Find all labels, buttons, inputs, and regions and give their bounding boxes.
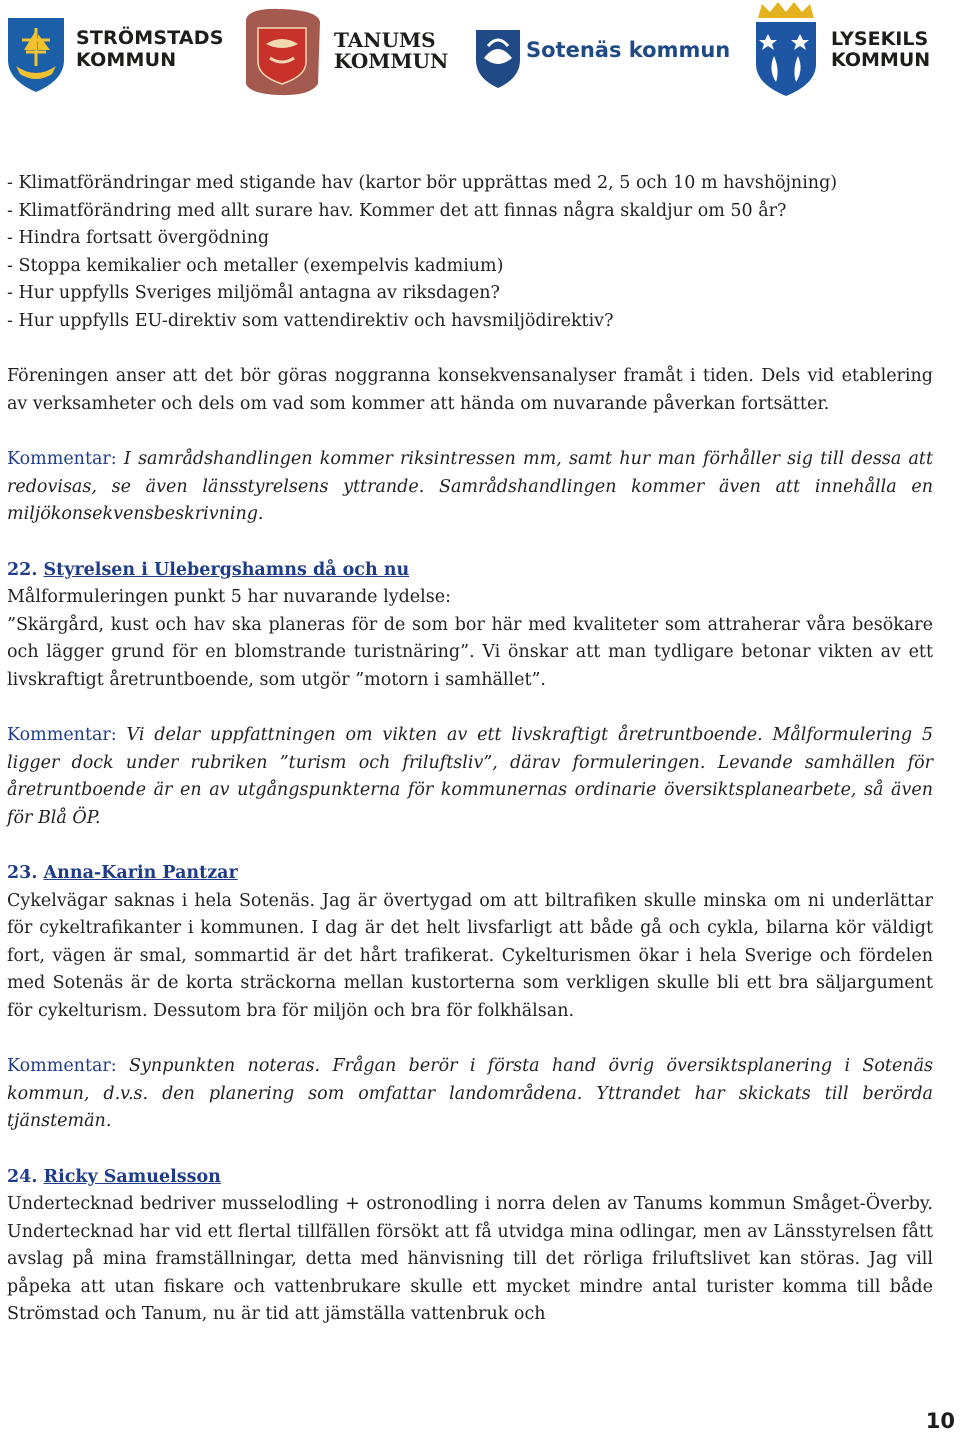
section-body: Cykelvägar saknas i hela Sotenäs. Jag är övertygad om att biltrafiken skulle minska om ni underlättar för cykeltrafikanter i kommunen. I dag är det helt livsfarligt att både gå och cykla, bilarna kör väldigt fort, vägen är smal, sommartid är det hårt trafikerat. Cykelturismen ökar i hela Sverige och fördelen med Sotenäs är de korta sträckorna mellan kustorterna som verkligen skulle bli ett bra säljargument för cykelturism. Dessutom bra för miljön och bra för folkhälsan. (7, 890, 933, 1021)
stromstad-logo-text: STRÖMSTADS KOMMUN (76, 27, 224, 71)
sotenas-logo (474, 0, 744, 100)
comment (7, 722, 933, 832)
page-number: 10 (925, 1409, 955, 1433)
tanum-logo (240, 0, 455, 100)
comment-text: Vi delar uppfattningen om vikten av ett livskraftigt åretruntboende. Målformulering 5 ligger dock under rubriken ”turism och friluftsliv”, därav formuleringen. Levande samhällen för åretruntboende är en av utgångspunkterna för kommunernas ordinarie översiktsplanearbete, så även för Blå ÖP. (7, 725, 933, 828)
lysekil-logo (750, 0, 960, 100)
section-body: Undertecknad bedriver musselodling + ostronodling i norra delen av Tanums kommun Småget-Överby. Undertecknad har vid ett flertal tillfällen försökt att få utvidga mina odlingar, men av Länsstyrelsen fått avslag på mina framställningar, detta med hänvisning till det rörliga friluftslivet kan störas. Jag vill påpeka att utan fiskare och vattenbrukare skulle ett mycket mindre antal turister komma till både Strömstad och Tanum, nu är tid att jämställa vattenbruk och (7, 1194, 933, 1324)
sotenas-logo-text: Sotenäs kommun (526, 38, 731, 62)
concern-list (7, 170, 933, 335)
comment-text: Synpunkten noteras. Frågan berör i första hand övrig översiktsplanering i Sotenäs kommun, d.v.s. den planering som omfattar landområdena. Yttrandet har skickats till berörda tjänstemän. (7, 1056, 933, 1131)
section-heading-24 (7, 1164, 933, 1192)
section-number: 22. (7, 559, 38, 580)
comment-label: Kommentar: (7, 1056, 117, 1076)
section-title: Ricky Samuelsson (43, 1166, 221, 1187)
stromstad-logo (6, 0, 224, 100)
paragraph: Föreningen anser att det bör göras noggranna konsekvensanalyser framåt i tiden. Dels vid etablering av verksamheter och dels om vad som kommer att hända om nuvarande påverkan fortsätter. (7, 366, 933, 414)
list-item: - Hur uppfylls EU-direktiv som vattendirektiv och havsmiljödirektiv? (7, 310, 614, 331)
tanum-logo-text: TANUMS KOMMUN (334, 28, 449, 73)
header-logos (0, 0, 960, 100)
section-heading-23 (7, 860, 933, 888)
comment-text: I samrådshandlingen kommer riksintressen mm, samt hur man förhåller sig till dessa att redovisas, se även länsstyrelsens yttrande. Samrådshandlingen kommer även att innehålla en miljökonsekvensbeskrivning. (7, 449, 933, 524)
stromstad-shield-icon (6, 0, 66, 100)
list-item: - Hindra fortsatt övergödning (7, 228, 270, 248)
sotenas-shield-icon (474, 0, 522, 100)
document-body (7, 170, 933, 1357)
section-number: 23. (7, 863, 38, 883)
tanum-stone-icon (240, 0, 326, 100)
comment (7, 446, 933, 529)
comment-label: Kommentar: (7, 725, 117, 745)
section-title: Anna-Karin Pantzar (43, 863, 238, 883)
section-title: Styrelsen i Ulebergshamns då och nu (43, 559, 410, 580)
section-heading-22 (7, 557, 933, 585)
list-item: - Klimatförändring med allt surare hav. Kommer det att finnas några skaldjur om 50 år? (7, 200, 787, 221)
list-item: - Stoppa kemikalier och metaller (exempelvis kadmium) (7, 255, 504, 276)
section-number: 24. (7, 1166, 38, 1187)
lysekil-crown-shield-icon (750, 0, 822, 100)
section-body: Målformuleringen punkt 5 har nuvarande lydelse: ”Skärgård, kust och hav ska planeras för de som bor här med kvaliteter som attraherar våra besökare och lägger grund för en blomstrande turistnäring”. Vi önskar att man tydligare betonar vikten av ett livskraftigt åretruntboende, som utgör ”motorn i samhället”. (7, 587, 933, 690)
list-item: - Hur uppfylls Sveriges miljömål antagna av riksdagen? (7, 283, 500, 303)
comment-label: Kommentar: (7, 449, 117, 469)
list-item: - Klimatförändringar med stigande hav (kartor bör upprättas med 2, 5 och 10 m havshöjning) (7, 173, 838, 193)
lysekil-logo-text: LYSEKILS KOMMUN (831, 28, 931, 71)
comment (7, 1053, 933, 1136)
